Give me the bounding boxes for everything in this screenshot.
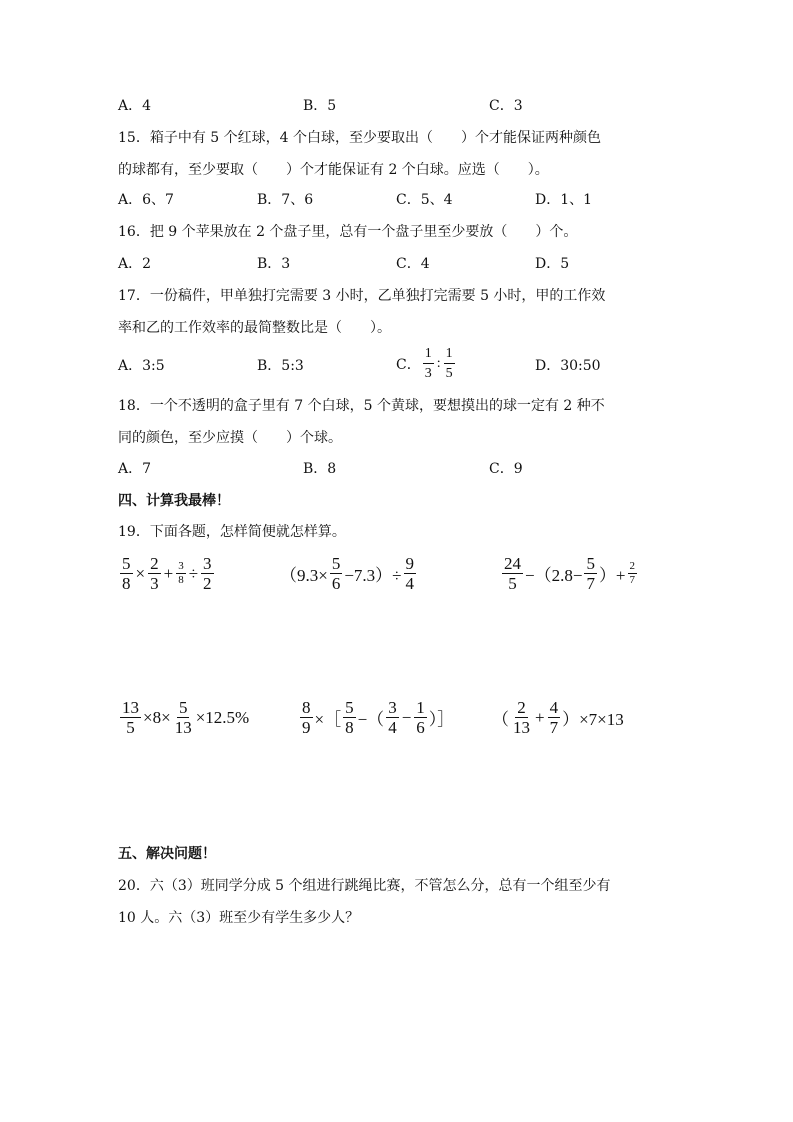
q14-option-c: C．3	[489, 98, 523, 114]
q16-option-a: A．2	[118, 256, 152, 272]
q18-option-b: B．8	[303, 461, 337, 477]
q14-option-a: A．4	[118, 98, 152, 114]
q18-option-c: C．9	[489, 461, 523, 477]
fraction: $\frac{9}{4}$	[405, 554, 415, 593]
q14-option-b: B．5	[303, 98, 337, 114]
q15-option-b: B．7、6	[257, 192, 314, 208]
fraction: $\frac{3}{4}$	[388, 698, 397, 737]
fraction: $\frac{2}{3}$	[150, 554, 159, 593]
section-heading-5: 五、解决问题！	[118, 846, 216, 862]
fraction: $\frac{5}{6}$	[331, 554, 341, 593]
q17-option-b: B．5:3	[257, 358, 304, 374]
fraction: $\frac{4}{7}$	[549, 698, 559, 737]
q15-option-c: C．5、4	[396, 192, 453, 208]
fraction: $\frac{1}{3}$	[424, 346, 432, 381]
expression-1: $\frac{5}{8}$ × $\frac{2}{3}$ + $\frac{3}{8}$ ÷ $\frac{3}{2}$	[122, 554, 212, 593]
fraction: $\frac{5}{13}$	[174, 698, 192, 737]
expression-4: $\frac{13}{5}$ ×8× $\frac{5}{13}$ ×12.5%	[122, 698, 250, 737]
q18-option-a: A．7	[118, 461, 152, 477]
q17-text-line2: 率和乙的工作效率的最简整数比是（ ）。	[118, 320, 391, 336]
fraction: $\frac{8}{9}$	[302, 698, 311, 737]
q16-option-d: D．5	[535, 256, 570, 272]
q17-text-line1: 17．一份稿件，甲单独打完需要 3 小时，乙单独打完需要 5 小时，甲的工作效	[118, 288, 606, 304]
q17-option-a: A．3:5	[118, 358, 165, 374]
q16-text: 16．把 9 个苹果放在 2 个盘子里，总有一个盘子里至少要放（ ）个。	[118, 224, 578, 240]
fraction: $\frac{5}{7}$	[586, 554, 595, 593]
q19-text: 19．下面各题，怎样简便就怎样算。	[118, 524, 346, 540]
fraction: $\frac{3}{2}$	[203, 554, 212, 593]
expression-3: $\frac{24}{5}$ −（2.8− $\frac{5}{7}$ ）+ $\frac{2}{7}$	[504, 554, 636, 593]
q16-option-c: C．4	[396, 256, 430, 272]
fraction: $\frac{5}{8}$	[345, 698, 354, 737]
q15-text-line2: 的球都有，至少要取（ ）个才能保证有 2 个白球。应选（ ）。	[118, 162, 549, 178]
expression-5: $\frac{8}{9}$ ×［ $\frac{5}{8}$ −（ $\frac{3}{4}$ − $\frac{1}{6}$ ）］	[302, 698, 455, 737]
q18-text-line2: 同的颜色，至少应摸（ ）个球。	[118, 430, 342, 446]
fraction: $\frac{13}{5}$	[122, 698, 139, 737]
q20-text-line1: 20．六（3）班同学分成 5 个组进行跳绳比赛，不管怎么分，总有一个组至少有	[118, 878, 611, 894]
q18-text-line1: 18．一个不透明的盒子里有 7 个白球，5 个黄球，要想摸出的球一定有 2 种不	[118, 398, 605, 414]
section-heading-4: 四、计算我最棒！	[118, 493, 230, 509]
fraction: $\frac{1}{6}$	[416, 698, 425, 737]
fraction: $\frac{2}{13}$	[513, 698, 530, 737]
expression-6: （ $\frac{2}{13}$ + $\frac{4}{7}$ ）×7×13	[492, 698, 624, 737]
option-label: C．	[396, 356, 421, 373]
fraction: $\frac{24}{5}$	[504, 554, 521, 593]
fraction: $\frac{1}{5}$	[445, 346, 453, 381]
q16-option-b: B．3	[257, 256, 291, 272]
fraction: $\frac{3}{8}$	[178, 560, 184, 586]
q17-option-d: D．30:50	[535, 358, 601, 374]
q20-text-line2: 10 人。六（3）班至少有学生多少人？	[118, 910, 360, 926]
q15-option-a: A．6、7	[118, 192, 174, 208]
fraction: $\frac{5}{8}$	[122, 554, 131, 593]
expression-2: （9.3× $\frac{5}{6}$ −7.3）÷ $\frac{9}{4}$	[280, 554, 415, 593]
q17-option-c: C． $\frac{1}{3}$ : $\frac{1}{5}$	[396, 346, 453, 381]
q15-text-line1: 15．箱子中有 5 个红球，4 个白球，至少要取出（ ）个才能保证两种颜色	[118, 130, 601, 146]
q15-option-d: D．1、1	[535, 192, 593, 208]
fraction: $\frac{2}{7}$	[629, 560, 636, 586]
